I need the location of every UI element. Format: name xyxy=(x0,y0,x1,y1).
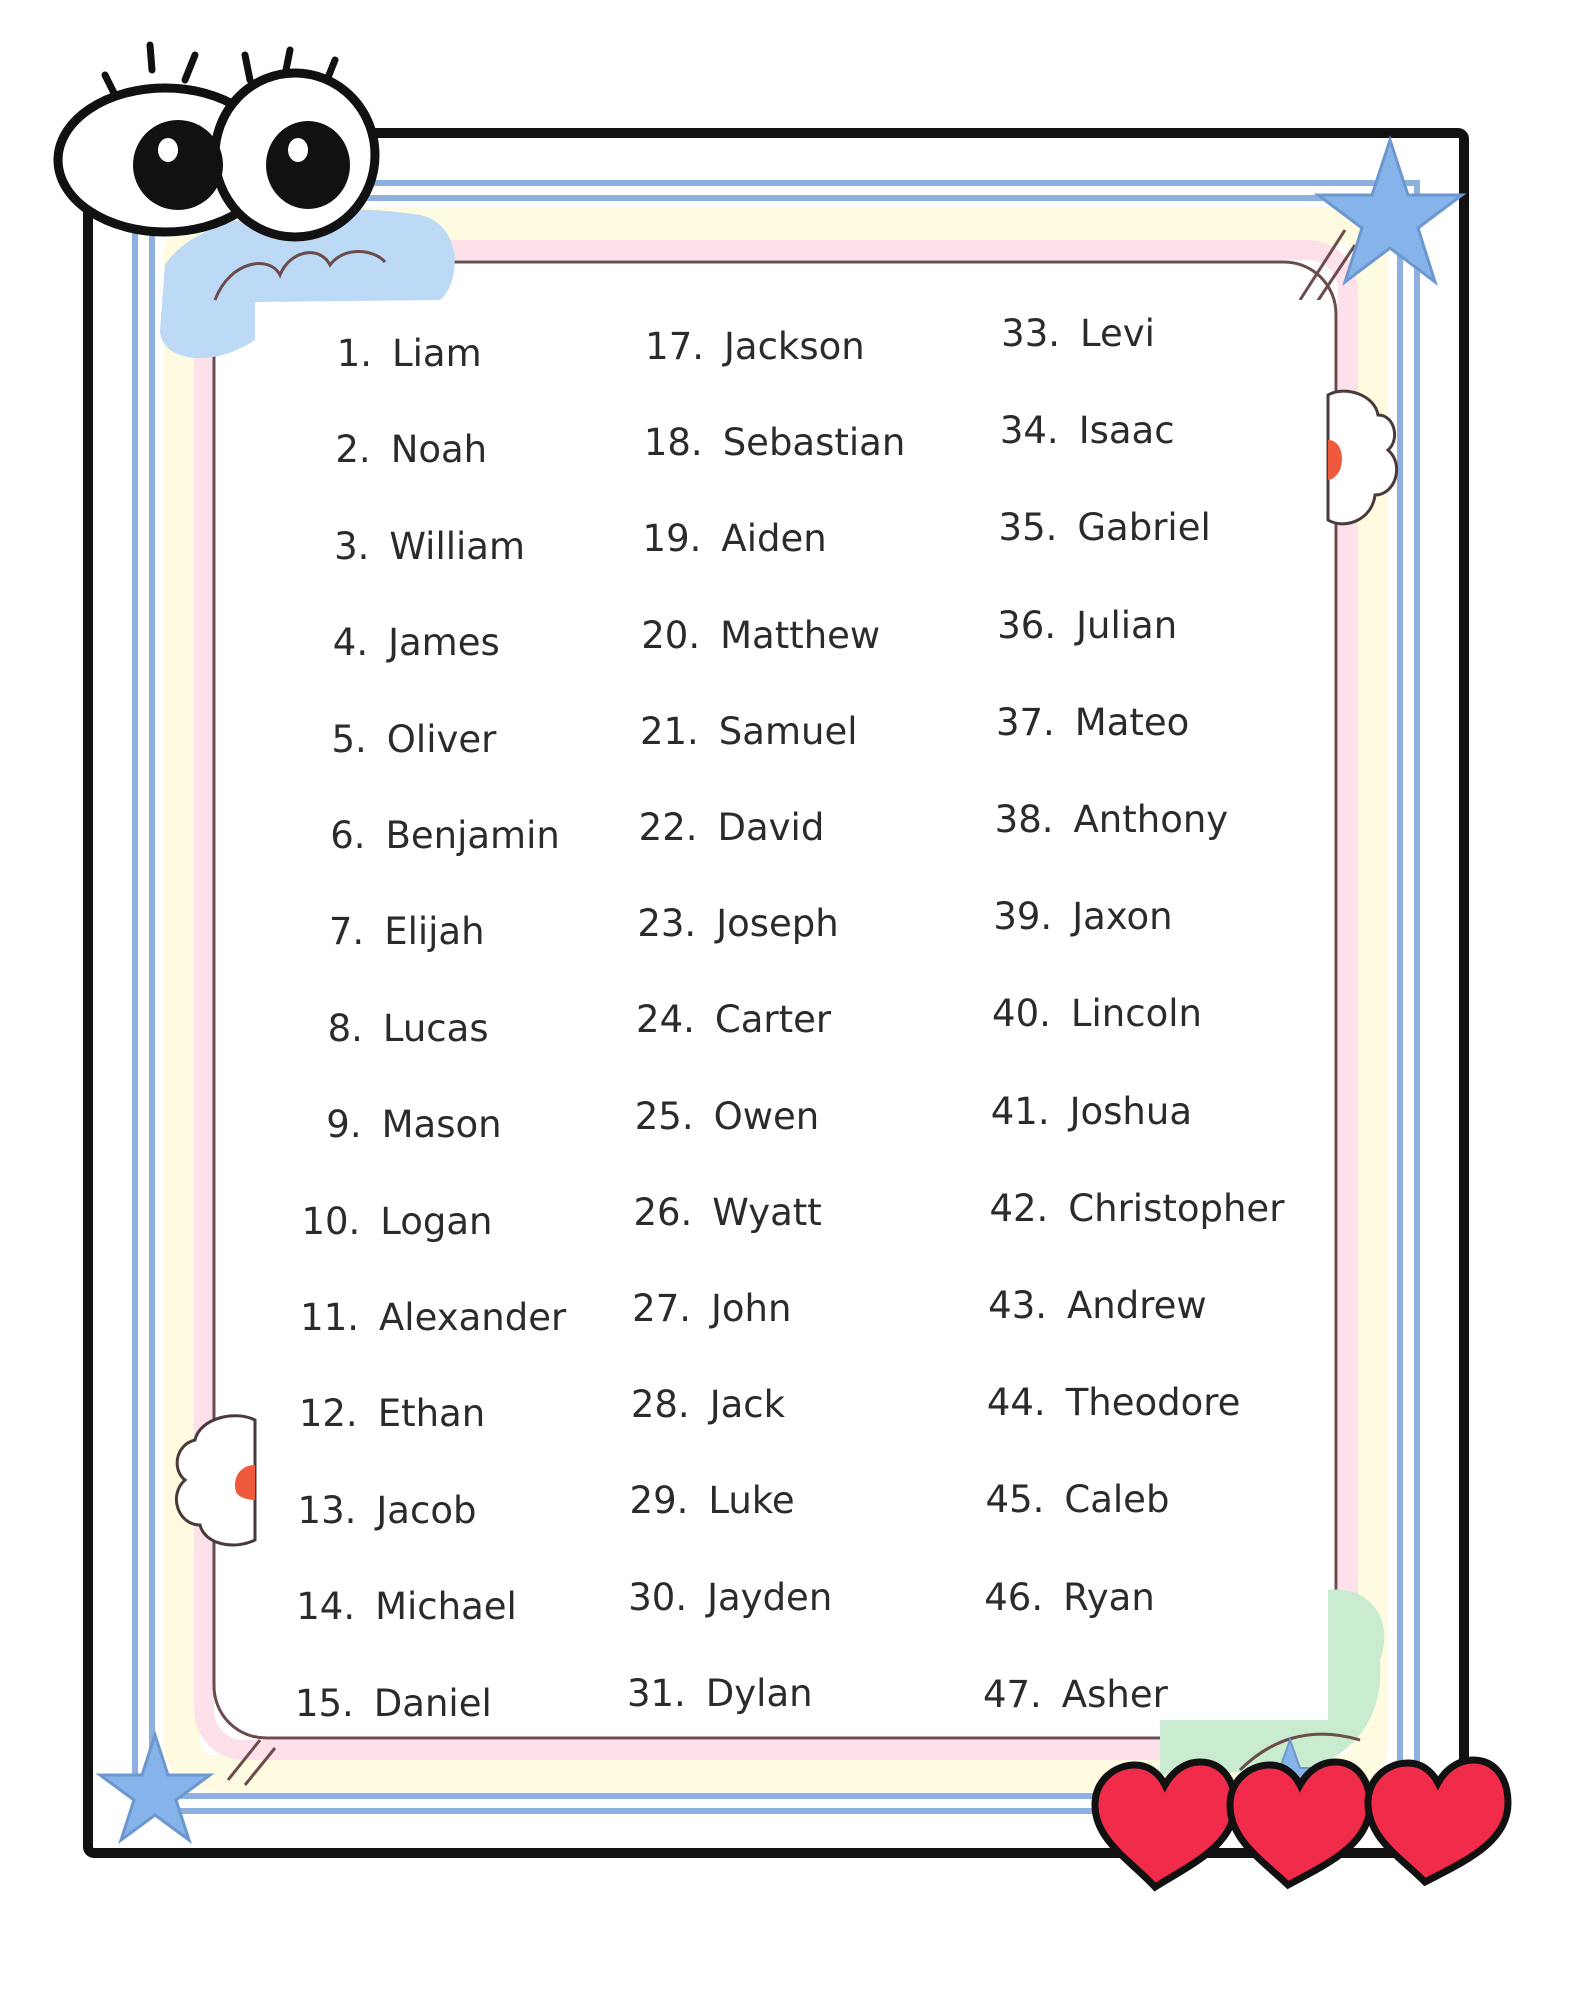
list-item xyxy=(976,1379,1241,1427)
list-item-number: 2. xyxy=(335,428,371,472)
list-item-name: Anthony xyxy=(1073,798,1229,841)
list-item-name: Mason xyxy=(381,1103,502,1147)
list-item xyxy=(293,1005,489,1053)
list-item-number: 17. xyxy=(645,325,704,368)
list-item-number: 29. xyxy=(629,1479,689,1523)
list-item xyxy=(298,619,500,667)
list-item-name: Noah xyxy=(390,428,488,472)
list-item xyxy=(985,699,1190,747)
list-item xyxy=(984,796,1229,844)
green-blob-bottom xyxy=(1160,1590,1384,1775)
list-item xyxy=(616,1670,813,1718)
list-item-number: 34. xyxy=(999,409,1059,453)
list-item-number: 26. xyxy=(633,1190,693,1234)
list-item xyxy=(621,1285,791,1333)
list-item xyxy=(294,908,484,956)
list-item-number: 46. xyxy=(984,1575,1044,1619)
list-item-number: 30. xyxy=(628,1575,688,1619)
list-item xyxy=(634,323,865,371)
list-item xyxy=(302,330,482,378)
list-item-number: 41. xyxy=(990,1089,1050,1133)
heart-icon xyxy=(1230,1762,1370,1885)
list-item-name: Levi xyxy=(1080,312,1155,355)
list-item-name: Elijah xyxy=(384,910,485,954)
list-item-number: 44. xyxy=(986,1381,1046,1425)
list-item-name: Owen xyxy=(713,1094,820,1138)
list-item xyxy=(290,1198,492,1246)
list-item xyxy=(289,1294,566,1342)
list-item-number: 5. xyxy=(331,717,367,761)
list-item xyxy=(286,1487,476,1535)
list-item xyxy=(974,1476,1169,1524)
list-item xyxy=(982,893,1172,941)
list-item-number: 11. xyxy=(300,1296,359,1339)
list-item-name: Lincoln xyxy=(1070,992,1202,1036)
list-item-number: 36. xyxy=(997,603,1057,647)
list-item-name: Samuel xyxy=(718,709,858,753)
flower-right xyxy=(1328,391,1397,524)
list-item-name: William xyxy=(389,524,525,568)
list-item-number: 35. xyxy=(998,506,1058,550)
list-item-name: Aiden xyxy=(721,517,827,561)
list-item-number: 7. xyxy=(328,910,365,954)
list-item-number: 6. xyxy=(330,814,366,857)
list-item xyxy=(989,407,1175,455)
list-item-number: 20. xyxy=(641,613,701,657)
list-item xyxy=(972,1671,1168,1719)
list-item-name: Jack xyxy=(709,1383,786,1427)
list-item-name: Carter xyxy=(714,998,832,1042)
list-item-number: 22. xyxy=(638,806,698,849)
list-item xyxy=(630,612,880,660)
list-item-name: Jackson xyxy=(724,325,865,368)
list-item-number: 1. xyxy=(336,332,372,375)
list-item xyxy=(617,1574,832,1622)
list-item-name: Gabriel xyxy=(1077,506,1211,550)
list-item-number: 25. xyxy=(634,1094,694,1138)
list-item-number: 23. xyxy=(637,902,697,946)
list-item-number: 24. xyxy=(636,998,695,1042)
list-item xyxy=(631,515,826,563)
flower-left xyxy=(176,1416,255,1545)
list-item xyxy=(625,996,831,1044)
list-item-name: Liam xyxy=(392,332,482,375)
list-item xyxy=(292,1101,502,1149)
list-item-number: 47. xyxy=(982,1672,1042,1716)
googly-eyes-icon xyxy=(58,45,375,237)
list-item-number: 31. xyxy=(626,1671,686,1715)
list-item xyxy=(284,1680,492,1728)
list-item-name: Wyatt xyxy=(712,1190,822,1234)
list-item xyxy=(301,426,487,474)
list-item-name: James xyxy=(388,621,500,665)
list-item-number: 39. xyxy=(993,895,1053,939)
list-item xyxy=(987,504,1210,552)
list-item xyxy=(629,708,858,756)
list-item-number: 18. xyxy=(643,421,703,465)
list-item xyxy=(973,1574,1155,1622)
list-item-name: Sebastian xyxy=(722,421,906,465)
list-item-name: Isaac xyxy=(1078,409,1175,453)
list-item-name: Luke xyxy=(708,1479,795,1523)
list-item-name: Jaxon xyxy=(1072,895,1173,939)
list-item-number: 19. xyxy=(642,517,702,561)
list-item-name: Jacob xyxy=(376,1488,477,1532)
list-item-name: Ethan xyxy=(377,1392,486,1436)
list-item-name: Joseph xyxy=(716,902,839,946)
star-icon xyxy=(100,1735,210,1840)
list-item xyxy=(633,419,906,467)
list-item-number: 9. xyxy=(326,1103,362,1147)
list-item xyxy=(618,1477,794,1525)
list-item xyxy=(288,1390,485,1438)
list-item-name: Matthew xyxy=(720,613,881,657)
list-item-number: 42. xyxy=(989,1186,1049,1230)
list-item-number: 3. xyxy=(334,524,370,568)
list-item-number: 13. xyxy=(297,1488,357,1532)
list-item xyxy=(620,1381,785,1429)
list-item-name: Theodore xyxy=(1065,1381,1241,1425)
list-item xyxy=(978,1185,1284,1233)
star-icon xyxy=(1318,140,1462,282)
list-item-number: 43. xyxy=(988,1284,1047,1327)
list-item-number: 37. xyxy=(995,700,1055,744)
list-item-name: Alexander xyxy=(379,1296,567,1339)
list-item xyxy=(990,310,1155,358)
list-item-number: 28. xyxy=(630,1383,690,1427)
list-item xyxy=(622,1189,822,1237)
list-item-name: Oliver xyxy=(386,717,497,761)
list-item-name: Daniel xyxy=(373,1681,492,1725)
list-item-name: Andrew xyxy=(1067,1284,1207,1327)
list-item-name: Joshua xyxy=(1069,1089,1192,1133)
list-item-number: 14. xyxy=(296,1585,356,1629)
list-item xyxy=(628,804,825,852)
list-item-number: 10. xyxy=(301,1199,361,1243)
list-item xyxy=(977,1282,1207,1330)
list-item xyxy=(624,1093,820,1141)
list-item-number: 38. xyxy=(994,798,1054,841)
heart-icon xyxy=(1095,1762,1235,1887)
heart-icon xyxy=(1368,1760,1508,1882)
list-item-name: Jayden xyxy=(707,1575,833,1619)
list-item-name: David xyxy=(717,806,825,849)
list-item xyxy=(285,1583,517,1631)
list-item-number: 4. xyxy=(332,621,369,665)
list-item-name: Asher xyxy=(1061,1672,1168,1716)
list-item-name: Dylan xyxy=(705,1671,813,1715)
list-item xyxy=(986,602,1177,650)
list-item xyxy=(299,523,525,571)
list-item xyxy=(297,716,497,764)
list-item xyxy=(980,1088,1192,1136)
list-item-name: Lucas xyxy=(382,1006,489,1050)
list-item-number: 21. xyxy=(639,709,699,753)
list-item-number: 45. xyxy=(985,1478,1045,1522)
list-item-number: 40. xyxy=(992,992,1051,1036)
list-item-name: Michael xyxy=(375,1585,517,1629)
list-item-number: 27. xyxy=(632,1287,691,1330)
list-item-name: Christopher xyxy=(1068,1186,1285,1230)
list-item xyxy=(296,812,560,860)
list-item xyxy=(981,990,1202,1038)
list-item-name: John xyxy=(711,1287,792,1330)
list-item-name: Logan xyxy=(380,1199,493,1243)
list-item-name: Caleb xyxy=(1064,1478,1170,1522)
list-item-number: 8. xyxy=(327,1006,363,1050)
list-item xyxy=(626,900,839,948)
list-item-name: Ryan xyxy=(1063,1575,1155,1619)
list-item-name: Mateo xyxy=(1074,700,1190,744)
list-item-name: Benjamin xyxy=(385,814,560,857)
list-item-number: 15. xyxy=(294,1681,354,1725)
list-item-number: 12. xyxy=(298,1392,358,1436)
list-item-number: 33. xyxy=(1001,312,1060,355)
list-item-name: Julian xyxy=(1076,603,1178,647)
